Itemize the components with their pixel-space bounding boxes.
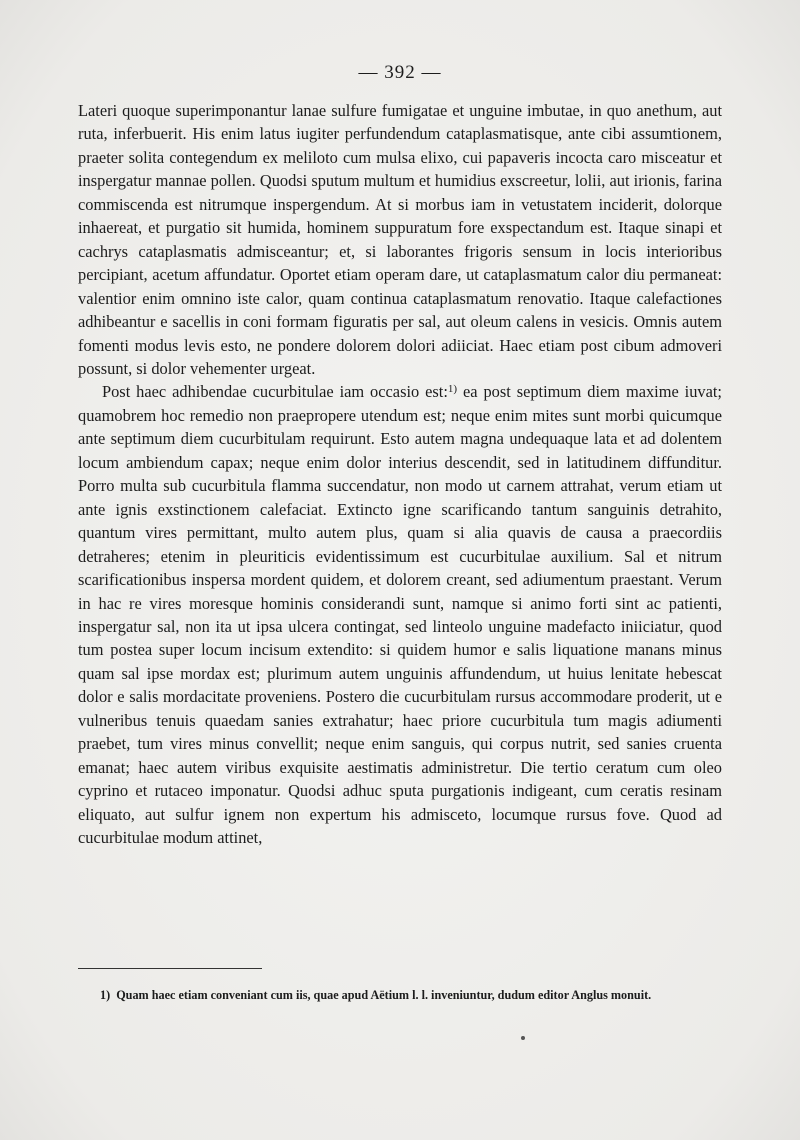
footnote-text: Quam haec etiam conveniant cum iis, quae apud Aëtium l. l. inveniuntur, dudum editor Anglus monuit. <box>116 988 652 1002</box>
main-text-block <box>78 99 722 850</box>
page-number: — 392 — <box>358 62 442 83</box>
paragraph-2-text-after-note: ea post septimum diem maxime iuvat; quamobrem hoc remedio non praepropere utendum est; neque enim mites sunt morbi quicumque ante septimum diem cucurbitulam requirunt. Esto autem magna undequaque lata et ad dolentem locum ambiendum capax; neque enim dolor interius descendit, sed in latitudinem diffunditur. Porro multa sub cucurbitula flamma succendatur, non modo ut carnem attrahat, verum etiam ut ante ignis exstinctionem calefaciat. Extincto igne scarificando tantum sanguinis detrahito, quantum vires permittant, multo autem plus, quam si alia quavis de causa a praecordiis detraheres; etenim in pleuriticis evidentissimum est cucurbitulae auxilium. Sal et nitrum scarificationibus inspersa mordent quidem, et dolorem creant, sed adiumentum praestant. Verum in hac re vires moresque hominis considerandi sunt, namque si animo forti sint ac patienti, inspergatur sal, non ita ut ipsa ulcera contingat, sed linteolo unguine madefacto iniiciatur, quod tum postea super locum incisum extendito: si quidem humor e salis liquatione manans minus quam sal ipse mordax est; plurimum autem unguinis affundendum, ut huius lenitate hebescat dolor e salis mordacitate proveniens. Postero die cucurbitulam rursus accommodare proderit, ut e vulneribus tenuis quaedam sanies extrahatur; haec priore cucurbitula tum magis adiumenti praebet, tum vires minus convellit; neque enim sanguis, qui corpus nutrit, sed sanies cruenta emanat; haec autem viribus exquisite aestimatis administretur. Die tertio ceratum cum oleo cyprino et rutaceo imponatur. Quodsi adhuc sputa purgationis indigeant, cum ceratis resinam eliquato, aut sulfur ignem non expertum his admisceto, locumque rursus fove. Quod ad cucurbitulae modum attinet, <box>78 382 722 848</box>
footnote <box>100 987 740 1003</box>
paragraph-2 <box>78 380 722 849</box>
footnote-reference: 1) <box>447 383 458 396</box>
paper-speck <box>521 1036 525 1040</box>
paragraph-1: Lateri quoque superimponantur lanae sulfure fumigatae et unguine imbutae, in quo anethum, aut ruta, inferbuerit. His enim latus iugiter perfundendum cataplasmatisque, ante cibi assumtionem, praeter solita contegendum ex meliloto cum mulsa elixo, cui papaveris incocta caro misceatur et inspergatur mannae pollen. Quodsi sputum multum et humidius exscreetur, lolii, aut irionis, farina commiscenda est nitrumque inspergendum. At si morbus iam in vetustatem inciderit, dolorque inhaereat, et purgatio sit humida, hominem suppuratum fore exspectandum est. Itaque sinapi et cachrys cataplasmatis admisceantur; et, si laborantes frigoris sensum in locis interioribus percipiant, acetum affundatur. Oportet etiam operam dare, ut cataplasmatum calor diu permaneat: valentior enim omnino iste calor, quam continua cataplasmatum renovatio. Itaque calefactiones adhibeantur e sacellis in coni formam figuratis per sal, aut oleum calens in vesicis. Omnis autem fomenti modus levis esto, ne pondere dolorem dolori adiiciat. Haec etiam post cibum admoveri possunt, si dolor vehementer urgeat. <box>78 101 722 378</box>
footnote-mark: 1) <box>100 988 111 1002</box>
paragraph-2-text-before-note: Post haec adhibendae cucurbitulae iam occasio est: <box>102 382 448 402</box>
footnote-divider <box>78 968 262 969</box>
